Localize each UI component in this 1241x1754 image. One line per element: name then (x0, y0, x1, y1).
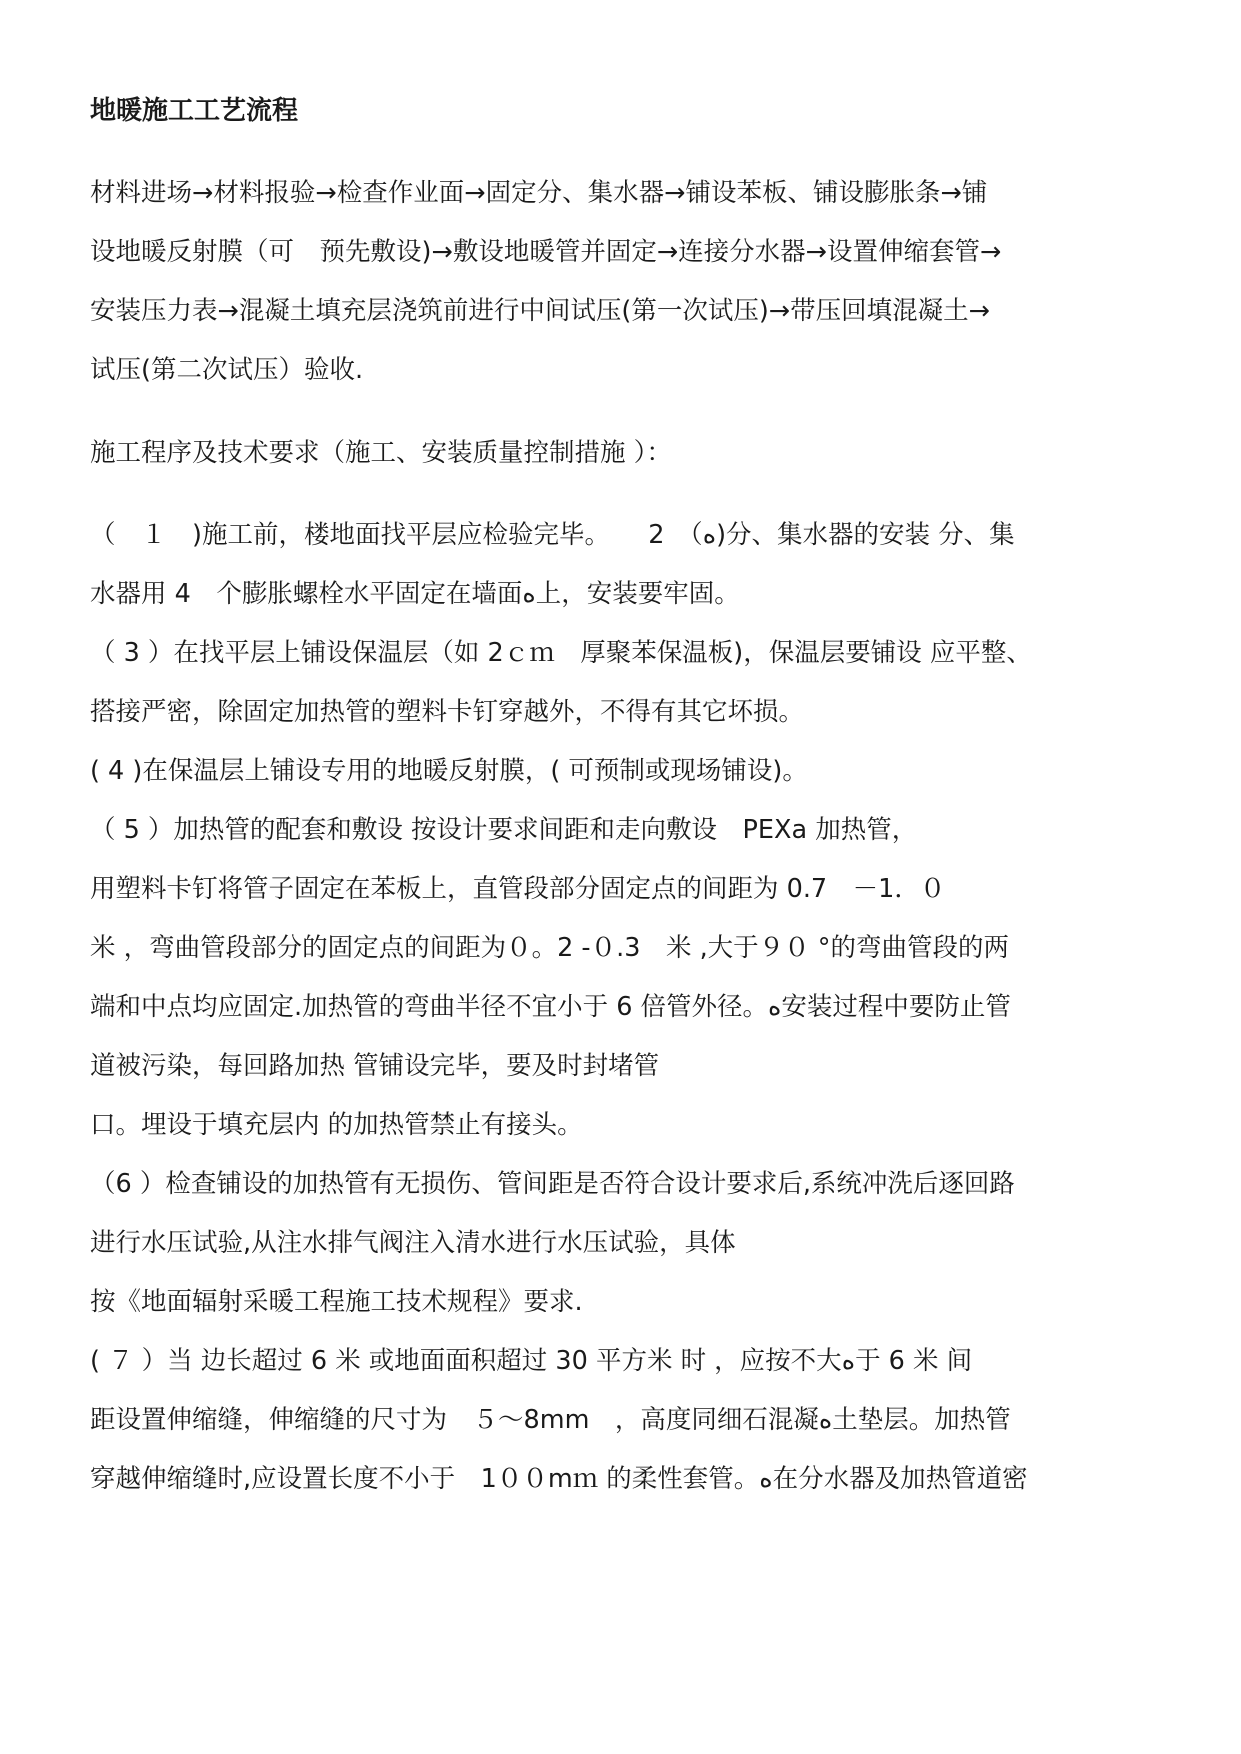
body-line: 搭接严密，除固定加热管的塑料卡钉穿越外，不得有其它坏损。 (90, 697, 805, 727)
body-line: （ 3 ）在找平层上铺设保温层（如 2ｃｍ 厚聚苯保温板)，保温层要铺设 应平整、 (90, 638, 1032, 668)
flow-line: 材料进场→材料报验→检查作业面→固定分、集水器→铺设苯板、铺设膨胀条→铺 (90, 178, 988, 208)
flow-line: 设地暖反射膜（可 预先敷设)→敷设地暖管并固定→连接分水器→设置伸缩套管→ (90, 237, 1002, 267)
document-title: 地暖施工工艺流程 (90, 96, 299, 126)
body-line: 口。埋设于填充层内 的加热管禁止有接头。 (90, 1110, 583, 1140)
body-line: 按《地面辐射采暖工程施工技术规程》要求. (90, 1287, 583, 1317)
body-line: （6 ）检查铺设的加热管有无损伤、管间距是否符合设计要求后,系统冲洗后逐回路 (90, 1169, 1015, 1199)
body-line: 穿越伸缩缝时,应设置长度不小于 1００mｍ 的柔性套管。ﻩ在分水器及加热管道密 (90, 1464, 1028, 1494)
body-line: 端和中点均应固定.加热管的弯曲半径不宜小于 6 倍管外径。ﻩ安装过程中要防止管 (90, 992, 1011, 1022)
body-line: 水器用 4 个膨胀螺栓水平固定在墙面ﻩ上，安装要牢固。 (90, 579, 740, 609)
body-line: 进行水压试验,从注水排气阀注入清水进行水压试验，具体 (90, 1228, 736, 1258)
body-line: 道被污染，每回路加热 管铺设完毕，要及时封堵管 (90, 1051, 660, 1081)
body-line: ( 4 )在保温层上铺设专用的地暖反射膜，( 可预制或现场铺设)。 (90, 756, 808, 786)
body-line: （ 5 ）加热管的配套和敷设 按设计要求间距和走向敷设 PEXa 加热管， (90, 815, 918, 845)
flow-line: 安装压力表→混凝土填充层浇筑前进行中间试压(第一次试压)→带压回填混凝土→ (90, 296, 990, 326)
body-line: ( ７ ）当 边长超过 6 米 或地面面积超过 30 平方米 时 ，应按不大ﻩ于 6 米 间 (90, 1346, 973, 1376)
body-line: 米 ，弯曲管段部分的固定点的间距为０。2 -０.3 米 ,大于９０ °的弯曲管段的两 (90, 933, 1010, 963)
body-line: 距设置伸缩缝，伸缩缝的尺寸为 ５～8mm ，高度同细石混凝ﻩ土垫层。加热管 (90, 1405, 1011, 1435)
section-heading: 施工程序及技术要求（施工、安装质量控制措施 ）： (90, 438, 672, 468)
flow-line: 试压(第二次试压）验收. (90, 355, 364, 385)
body-line: （ １ )施工前，楼地面找平层应检验完毕。 2 （ﻩ)分、集水器的安装 分、集 (90, 520, 1015, 550)
body-line: 用塑料卡钉将管子固定在苯板上，直管段部分固定点的间距为 0.7 －1．０ (90, 874, 946, 904)
